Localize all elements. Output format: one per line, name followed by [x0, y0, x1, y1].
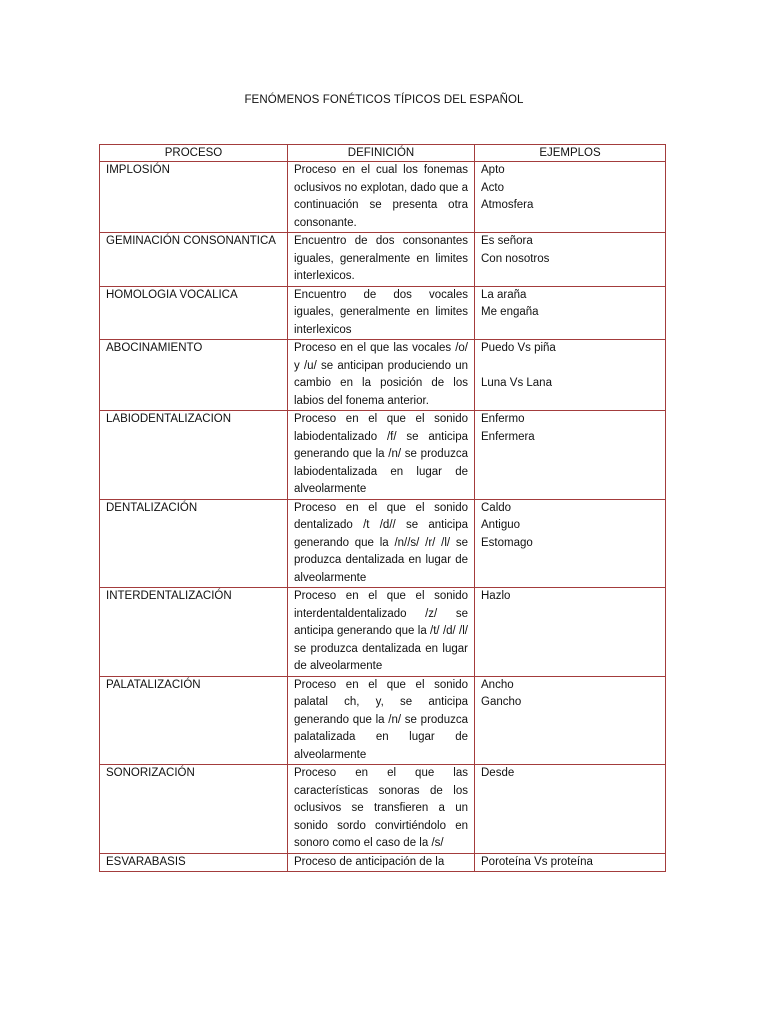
ejemplos-cell	[475, 286, 666, 340]
definicion-cell: Proceso de anticipación de la	[288, 853, 475, 872]
ejemplo-item: Caldo	[481, 501, 512, 514]
header-ejemplos: EJEMPLOS	[475, 145, 666, 162]
ejemplos-cell	[475, 765, 666, 854]
table-row	[100, 588, 666, 677]
definicion-cell: Proceso en el que el sonido palatal ch, y, se anticipa generando que la /n/ se produzca palatalizada en lugar de alveolarmente	[288, 676, 475, 765]
header-proceso: PROCESO	[100, 145, 288, 162]
definicion-cell: Encuentro de dos consonantes iguales, generalmente en limites interlexicos.	[288, 233, 475, 287]
ejemplo-item: Poroteína Vs proteína	[481, 855, 593, 868]
ejemplo-item: Me engaña	[481, 306, 539, 318]
ejemplo-item	[481, 358, 659, 376]
ejemplo-item: Luna Vs Lana	[481, 377, 552, 389]
definicion-cell: Encuentro de dos vocales iguales, generalmente en limites interlexicos	[288, 286, 475, 340]
table-header-row	[100, 145, 666, 162]
page-title: FENÓMENOS FONÉTICOS TÍPICOS DEL ESPAÑOL	[244, 94, 524, 106]
ejemplos-cell	[475, 411, 666, 500]
ejemplo-item: Desde	[481, 767, 515, 779]
ejemplos-cell	[475, 233, 666, 287]
definicion-cell: Proceso en el que el sonido interdentaldentalizado /z/ se anticipa generando que la /t/ /d/ /l/ se produzca dentalizada en lugar de alveolarmente	[288, 588, 475, 677]
table-row	[100, 233, 666, 287]
proceso-cell: LABIODENTALIZACION	[100, 411, 288, 500]
ejemplo-item: Enfermo	[481, 413, 525, 425]
proceso-cell: IMPLOSIÓN	[100, 162, 288, 233]
proceso-cell: DENTALIZACIÓN	[100, 499, 288, 588]
ejemplo-item: Antiguo	[481, 519, 521, 531]
header-definicion: DEFINICIÓN	[288, 145, 475, 162]
proceso-cell: INTERDENTALIZACIÓN	[100, 588, 288, 677]
proceso-cell: PALATALIZACIÓN	[100, 676, 288, 765]
ejemplo-item: Hazlo	[481, 590, 511, 602]
table-row	[100, 286, 666, 340]
proceso-cell: GEMINACIÓN CONSONANTICA	[100, 233, 288, 287]
table-row	[100, 499, 666, 588]
ejemplo-item: Es señora	[481, 235, 533, 247]
ejemplos-cell	[475, 162, 666, 233]
ejemplo-item: Gancho	[481, 696, 522, 708]
ejemplo-item: La araña	[481, 288, 527, 301]
table-row	[100, 765, 666, 854]
ejemplos-cell	[475, 853, 666, 872]
ejemplos-cell	[475, 588, 666, 677]
proceso-cell: SONORIZACIÓN	[100, 765, 288, 854]
definicion-cell: Proceso en el que el sonido labiodentalizado /f/ se anticipa generando que la /n/ se produzca labiodentalizada en lugar de alveolarmente	[288, 411, 475, 500]
definicion-cell: Proceso en el que las características sonoras de los oclusivos se transfieren a un sonido sordo convirtiéndolo en sonoro como el caso de la /s/	[288, 765, 475, 854]
ejemplo-item: Atmosfera	[481, 199, 534, 211]
ejemplo-item: Enfermera	[481, 430, 535, 443]
ejemplos-cell	[475, 340, 666, 411]
ejemplo-item: Ancho	[481, 678, 514, 691]
proceso-cell: HOMOLOGIA VOCALICA	[100, 286, 288, 340]
phonetic-phenomena-table	[99, 144, 666, 872]
definicion-cell: Proceso en el cual los fonemas oclusivos no explotan, dado que a continuación se presenta otra consonante.	[288, 162, 475, 233]
table-row	[100, 853, 666, 872]
definicion-cell: Proceso en el que las vocales /o/ y /u/ se anticipan produciendo un cambio en la posición de los labios del fonema anterior.	[288, 340, 475, 411]
ejemplo-item: Con nosotros	[481, 252, 550, 265]
table-row	[100, 162, 666, 233]
table-row	[100, 676, 666, 765]
ejemplo-item: Estomago	[481, 536, 533, 549]
proceso-cell: ABOCINAMIENTO	[100, 340, 288, 411]
definicion-cell: Proceso en el que el sonido dentalizado /t /d// se anticipa generando que la /n//s/ /r/ /l/ se produzca dentalizada en lugar de alveolarmente	[288, 499, 475, 588]
table-row	[100, 340, 666, 411]
ejemplo-item: Acto	[481, 181, 505, 194]
ejemplos-cell	[475, 676, 666, 765]
ejemplos-cell	[475, 499, 666, 588]
ejemplo-item: Apto	[481, 164, 505, 176]
proceso-cell: ESVARABASIS	[100, 853, 288, 872]
ejemplo-item: Puedo Vs piña	[481, 342, 556, 354]
table-row	[100, 411, 666, 500]
